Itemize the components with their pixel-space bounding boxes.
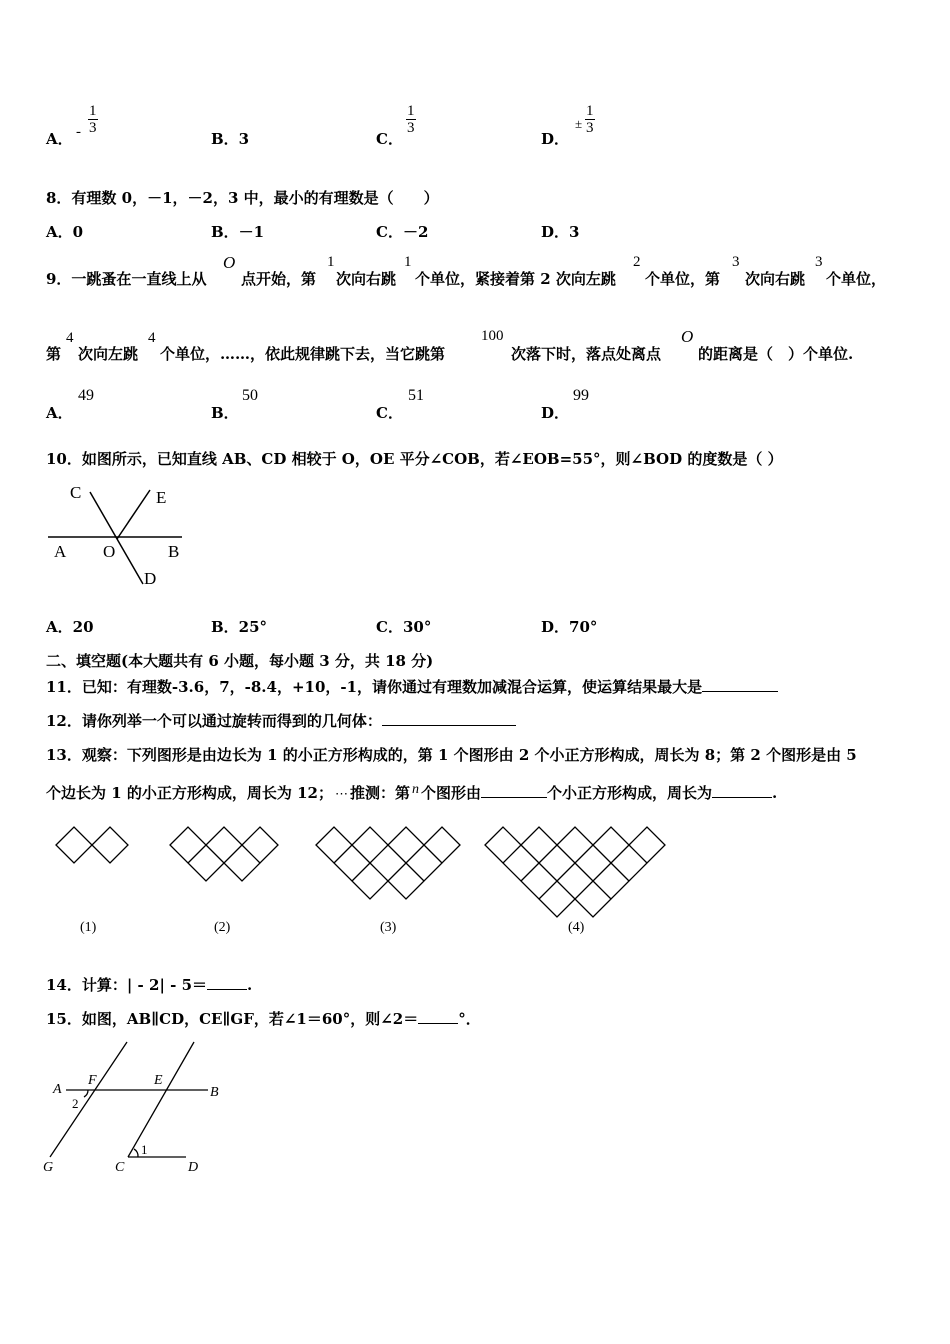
q13-ellipsis: ⋯	[334, 786, 348, 801]
q7-d-denominator: 3	[586, 120, 594, 136]
pattern-label-4: (4)	[568, 920, 585, 935]
pattern-3	[316, 827, 460, 899]
q7-c-numerator: 1	[407, 103, 415, 119]
q13-figure-square-patterns	[50, 818, 680, 940]
q9-number-4b: 4	[148, 330, 156, 346]
ray-oe	[117, 490, 150, 539]
q13-line-1: 13．观察：下列图形是由边长为 1 的小正方形构成的，第 1 个图形由 2 个小正方形构成，周长为 8；第 2 个图形是由 5	[46, 746, 857, 764]
q9-part-12: 的距离是（ ）个单位.	[698, 345, 854, 363]
q8-option-d: D．3	[541, 223, 580, 241]
q14-end: .	[247, 976, 253, 994]
q7-c-denominator: 3	[407, 120, 415, 136]
q12-text	[46, 710, 516, 731]
q9-part-6: 次向右跳	[745, 270, 806, 288]
q10-stem: 10．如图所示，已知直线 AB、CD 相较于 O，OE 平分∠COB，若∠EOB=55°，则∠BOD 的度数是（ ）	[46, 450, 783, 468]
q15-stem: 15．如图，AB∥CD，CE∥GF，若∠1＝60°，则∠2＝	[46, 1010, 419, 1028]
q10-figure-intersecting-lines	[44, 478, 194, 593]
q9-part-8: 第	[46, 345, 62, 363]
pattern-2	[170, 827, 278, 881]
q13-variable-n: n	[412, 782, 419, 797]
q9-part-7: 个单位，	[826, 270, 887, 288]
label-angle-2: 2	[72, 1096, 79, 1111]
q9-option-d-label: D．	[541, 404, 570, 422]
q7-option-a	[46, 128, 73, 149]
q9-option-c-label: C．	[376, 404, 403, 422]
label-d: D	[144, 569, 157, 588]
label-a: A	[54, 542, 67, 561]
label-o: O	[103, 542, 116, 561]
angle-1-arc	[134, 1149, 138, 1157]
q7-option-a-sign: -	[76, 124, 81, 140]
q9-part-5: 个单位，第	[645, 270, 721, 288]
q14-stem: 14．计算：| - 2| - 5＝	[46, 976, 208, 994]
q7-option-a-label: A．	[46, 130, 73, 148]
q9-number-2: 2	[633, 254, 641, 270]
label-d: D	[188, 1160, 199, 1175]
q7-option-d-sign: ±	[575, 116, 583, 131]
q8-stem: 8．有理数 0，－1，－2，3 中，最小的有理数是（ ）	[46, 189, 439, 207]
q9-option-d-value: 99	[573, 387, 589, 404]
q9-part-1: 9．一跳蚤在一直线上从	[46, 270, 207, 288]
q7-option-a-fraction	[88, 103, 98, 136]
q7-option-b: B．3	[211, 130, 250, 148]
q14-answer-blank[interactable]	[207, 977, 247, 990]
pattern-1	[56, 827, 128, 863]
label-e: E	[154, 1073, 163, 1088]
q9-number-100: 100	[481, 328, 504, 344]
q15-answer-blank[interactable]	[418, 1011, 458, 1024]
q9-part-9: 次向左跳	[78, 345, 139, 363]
q10-option-d: D．70°	[541, 618, 598, 636]
q13-line-2e: .	[772, 784, 778, 802]
q13-line-2a: 个边长为 1 的小正方形构成，周长为 12；	[46, 784, 333, 802]
label-g: G	[43, 1160, 54, 1175]
q13-perimeter-blank[interactable]	[712, 785, 772, 798]
q9-part-4: 个单位，紧接着第 2 次向左跳	[415, 270, 616, 288]
label-angle-1: 1	[141, 1142, 148, 1157]
q9-number-3b: 3	[815, 254, 823, 270]
q9-option-a-value: 49	[78, 387, 94, 404]
line-ce	[128, 1042, 194, 1157]
label-c: C	[70, 483, 82, 502]
q7-a-denominator: 3	[89, 120, 97, 136]
q9-part-10: 个单位，……，依此规律跳下去，当它跳第	[160, 345, 446, 363]
label-e: E	[156, 488, 167, 507]
q11-stem: 11．已知：有理数-3.6，7，-8.4，+10，-1，请你通过有理数加减混合运算，使运算结果最大是	[46, 678, 703, 696]
q13-line-2c: 个图形由	[421, 784, 482, 802]
q9-number-1b: 1	[404, 254, 412, 270]
q7-option-d-label: D．	[541, 130, 570, 148]
label-c: C	[115, 1160, 125, 1175]
q7-option-d-fraction	[585, 103, 595, 136]
q9-part-3: 次向右跳	[336, 270, 397, 288]
q9-number-4: 4	[66, 330, 74, 346]
q8-option-a: A．0	[46, 223, 84, 241]
q13-line-2d: 个小正方形构成，周长为	[547, 784, 713, 802]
q13-line-2	[46, 782, 777, 803]
q8-option-c: C．－2	[376, 223, 429, 241]
q10-option-c: C．30°	[376, 618, 432, 636]
q9-option-c-value: 51	[408, 387, 424, 404]
label-b: B	[210, 1085, 219, 1100]
q10-option-b: B．25°	[211, 618, 268, 636]
q11-answer-blank[interactable]	[702, 679, 778, 692]
label-b: B	[168, 542, 180, 561]
q9-number-1: 1	[327, 254, 335, 270]
q9-part-2: 点开始，第	[241, 270, 317, 288]
q15-figure-parallel-lines	[40, 1035, 240, 1180]
label-a: A	[53, 1082, 62, 1097]
q13-line-2b: 推测：第	[349, 784, 410, 802]
q8-option-b: B．－1	[211, 223, 265, 241]
section-2-heading: 二、填空题(本大题共有 6 小题，每小题 3 分，共 18 分)	[46, 652, 434, 670]
line-gf	[50, 1042, 127, 1157]
q11-text	[46, 676, 778, 697]
q9-point-o-2: O	[681, 327, 694, 346]
pattern-label-2: (2)	[214, 920, 231, 935]
q13-count-blank[interactable]	[481, 785, 547, 798]
q7-option-c-fraction	[406, 103, 416, 136]
q15-text	[46, 1008, 481, 1029]
q9-option-b-label: B．	[211, 404, 239, 422]
q14-text	[46, 974, 252, 995]
q9-point-o-1: O	[223, 253, 236, 272]
angle-2-arc	[84, 1090, 88, 1097]
q7-a-numerator: 1	[89, 103, 97, 119]
q10-option-a: A．20	[46, 618, 94, 636]
pattern-4	[485, 827, 665, 917]
q9-option-a-label: A．	[46, 404, 73, 422]
q7-d-numerator: 1	[586, 103, 594, 119]
q15-end: °．	[458, 1010, 481, 1028]
q9-option-b-value: 50	[242, 387, 258, 404]
q12-stem: 12．请你列举一个可以通过旋转而得到的几何体：	[46, 712, 382, 730]
q7-option-c-label: C．	[376, 130, 403, 148]
q12-answer-blank[interactable]	[382, 713, 516, 726]
q9-number-3: 3	[732, 254, 740, 270]
pattern-label-3: (3)	[380, 920, 397, 935]
label-f: F	[88, 1073, 97, 1088]
pattern-label-1: (1)	[80, 920, 97, 935]
q9-part-11: 次落下时，落点处离点	[511, 345, 662, 363]
line-cd	[90, 492, 143, 584]
